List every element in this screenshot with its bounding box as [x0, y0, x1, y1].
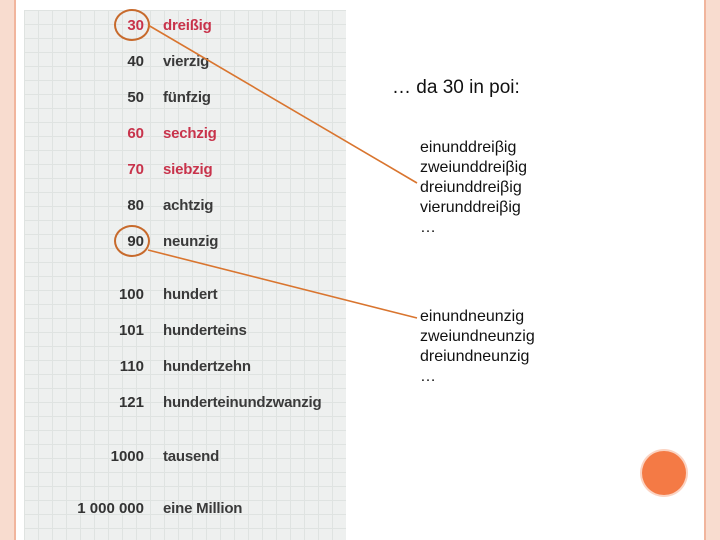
list-item: …	[420, 368, 436, 385]
table-number: 70	[127, 161, 144, 178]
table-word: sechzig	[163, 125, 217, 142]
decorative-orange-dot	[642, 451, 686, 495]
table-number: 80	[127, 197, 144, 214]
list-item: …	[420, 219, 436, 236]
list-item: dreiundneunzig	[420, 348, 530, 365]
list-item: vierunddreiβig	[420, 199, 521, 216]
table-number: 121	[118, 394, 144, 411]
table-word: dreißig	[163, 17, 212, 34]
table-number: 90	[127, 233, 144, 250]
table-word: siebzig	[163, 161, 213, 178]
table-number: 110	[119, 358, 144, 375]
table-number: 50	[127, 89, 144, 106]
table-word: fünfzig	[163, 89, 211, 106]
list-nineties	[420, 307, 535, 387]
table-word: neunzig	[163, 233, 219, 250]
table-number: 40	[127, 53, 144, 70]
table-word: hunderteinundzwanzig	[163, 394, 322, 411]
list-item: einunddreiβig	[420, 139, 517, 156]
table-word: hunderteins	[163, 322, 247, 339]
list-item: einundneunzig	[420, 308, 525, 325]
table-word: achtzig	[163, 197, 214, 214]
table-word: hundert	[163, 286, 218, 303]
list-thirties	[420, 138, 527, 238]
table-word: hundertzehn	[163, 358, 251, 375]
table-word: tausend	[163, 448, 220, 465]
table-number: 100	[118, 286, 144, 303]
list-item: zweiundneunzig	[420, 328, 535, 345]
table-number: 1 000 000	[77, 500, 144, 517]
table-number: 1000	[110, 448, 144, 465]
table-number: 60	[127, 125, 144, 142]
table-word: vierzig	[163, 53, 210, 70]
list-item: zweiunddreiβig	[420, 159, 528, 176]
slide-heading: … da 30 in poi:	[392, 77, 520, 98]
list-item: dreiunddreiβig	[420, 179, 522, 196]
table-number: 101	[118, 322, 144, 339]
table-number: 30	[127, 17, 144, 34]
connector-line-30	[148, 25, 417, 183]
table-word: eine Million	[163, 500, 243, 517]
connector-line-90	[148, 250, 417, 318]
